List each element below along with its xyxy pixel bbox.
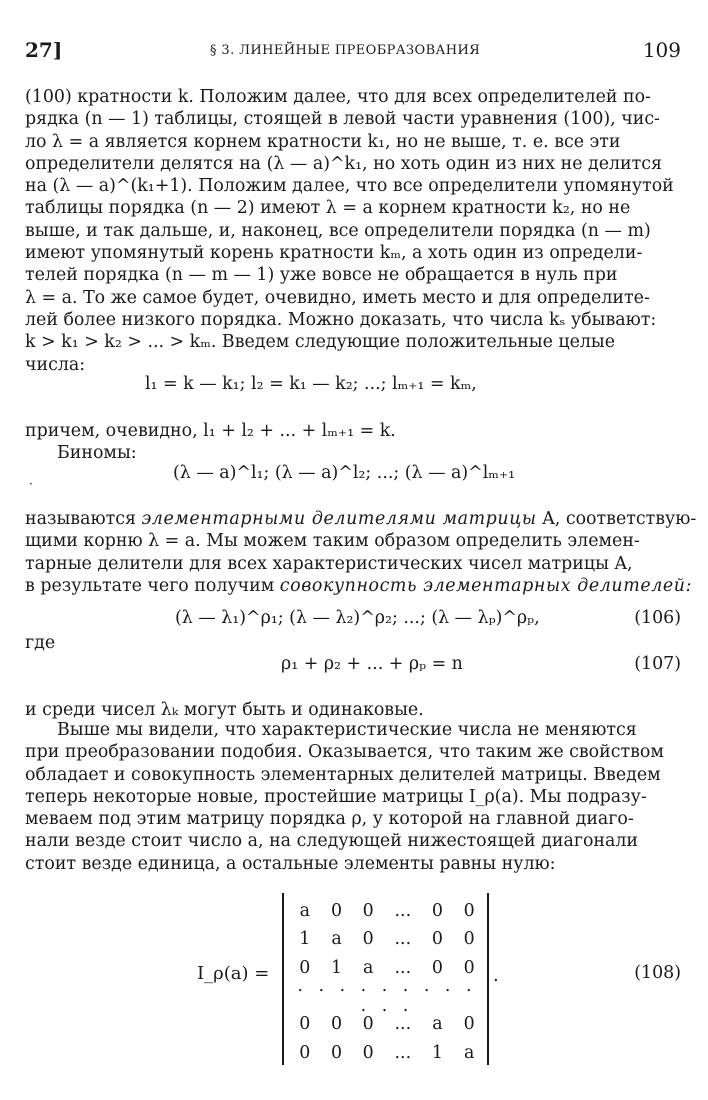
matrix-cell: 0 [463, 957, 475, 978]
equation-107: ρ₁ + ρ₂ + ... + ρₚ = n [281, 654, 463, 674]
matrix-cell: a [432, 1014, 443, 1035]
text-line: причем, очевидно, l₁ + l₂ + ... + lₘ₊₁ = k. [25, 421, 396, 441]
matrix-cell: 1 [431, 1042, 443, 1063]
paragraph-equal-roots [25, 699, 681, 721]
equation-l-definitions: l₁ = k — k₁; l₂ = k₁ — k₂; ...; lₘ₊₁ = kₘ, [145, 374, 477, 394]
stray-mark: · [29, 477, 33, 491]
matrix-cell: a [331, 929, 342, 950]
matrix-equation-108 [25, 893, 681, 1073]
matrix-cell: 0 [362, 929, 374, 950]
text-line: стоит везде единица, а остальные элементы равны нулю: [25, 853, 556, 874]
text-line: меваем под этим матрицу порядка ρ, у которой на главной диаго- [25, 809, 634, 830]
text-line: лей более низкого порядка. Можно доказать, что числа kₛ убывают: [25, 309, 657, 330]
equation-binoms: (λ — a)^l₁; (λ — a)^l₂; ...; (λ — a)^lₘ₊₁ [173, 463, 516, 483]
equation-number-108: (108) [634, 963, 681, 983]
text-line: тарные делители для всех характеристических чисел матрицы A, [25, 553, 633, 574]
text-line: имеют упомянутый корень кратности kₘ, а хоть один из определи- [25, 243, 643, 264]
text-line: ло λ = a является корнем кратности k₁, но не выше, т. е. все эти [25, 131, 621, 152]
matrix-cell: 0 [299, 957, 311, 978]
paragraph-sum [25, 420, 681, 442]
where-label [25, 632, 681, 654]
matrix-cell: 0 [362, 901, 374, 922]
text-span: называются [25, 509, 142, 529]
matrix-cell: 0 [463, 1014, 475, 1035]
matrix-cell: 0 [362, 1042, 374, 1063]
matrix-row [289, 1010, 485, 1038]
text-line [25, 575, 693, 597]
matrix-cell: a [299, 901, 311, 922]
matrix-cell: 0 [431, 957, 443, 978]
matrix-cell: 1 [330, 957, 343, 978]
matrix-cell: ... [394, 929, 412, 950]
matrix-period: . [493, 965, 499, 986]
matrix-cell: 0 [362, 1014, 374, 1035]
text-line: числа: [25, 354, 86, 375]
text-line: телей порядка (n — m — 1) уже вовсе не обращается в нуль при [25, 265, 618, 286]
text-line: определители делятся на (λ — a)^k₁, но хоть один из них не делится [25, 153, 662, 174]
term-elementary-divisors: элементарными делителями матрицы [141, 509, 537, 529]
paragraph-elementary-divisors [25, 508, 697, 597]
section-title: § 3. ЛИНЕЙНЫЕ ПРЕОБРАЗОВАНИЯ [210, 43, 481, 58]
determinant-bar-left [282, 893, 284, 1065]
text-line [25, 508, 697, 530]
text-line: при преобразовании подобия. Оказывается, что таким же свойством [25, 742, 664, 763]
matrix-cell: 0 [431, 901, 443, 922]
text-line: таблицы порядка (n — 2) имеют λ = a корнем кратности k₂, но не [25, 198, 631, 219]
matrix-cell: ... [394, 901, 412, 922]
matrix-cell: 0 [330, 1014, 343, 1035]
text-line: Биномы: [57, 443, 137, 463]
matrix-cell: 1 [299, 929, 311, 950]
matrix-cell: 0 [330, 901, 343, 922]
page-ref: 27] [25, 38, 63, 62]
text-line: теперь некоторые новые, простейшие матрицы I_ρ(a). Мы подразу- [25, 786, 647, 807]
text-line: λ = a. То же самое будет, очевидно, иметь место и для определите- [25, 287, 650, 308]
matrix-cell: 0 [299, 1042, 311, 1063]
matrix-cell: a [463, 1042, 475, 1063]
text-line: щими корню λ = a. Мы можем таким образом определить элемен- [25, 531, 640, 552]
matrix-label: I_ρ(a) = [197, 963, 270, 984]
matrix-grid [289, 897, 485, 1067]
text-line: где [25, 633, 56, 653]
matrix-cell: 0 [431, 929, 443, 950]
matrix-cell: ... [394, 957, 412, 978]
text-span: в результате чего получим [25, 575, 280, 596]
matrix-dots: . . . . . . . . . . . . [297, 976, 477, 1017]
matrix-dots-row [289, 976, 485, 1017]
term-divisor-set: совокупность элементарных делителей: [279, 575, 693, 596]
determinant-bar-right [487, 893, 489, 1065]
text-line: (100) кратности k. Положим далее, что для всех определителей по- [25, 87, 651, 107]
matrix-cell: ... [394, 1042, 412, 1063]
paragraph-multiplicity [25, 86, 681, 376]
paragraph-similarity [25, 719, 681, 875]
matrix-cell: 0 [463, 929, 475, 950]
equation-number-106: (106) [634, 608, 681, 628]
matrix-cell: 0 [299, 1014, 311, 1035]
text-line: на (λ — a)^(k₁+1). Положим далее, что все определители упомянутой [25, 176, 674, 197]
matrix-row [289, 1038, 485, 1066]
text-line: Выше мы видели, что характеристические числа не меняются [57, 720, 637, 740]
equation-106: (λ — λ₁)^ρ₁; (λ — λ₂)^ρ₂; ...; (λ — λₚ)^ρₚ, [175, 608, 540, 628]
text-line: нали везде стоит число a, на следующей нижестоящей диагонали [25, 831, 639, 852]
equation-number-107: (107) [634, 654, 681, 674]
text-line: k > k₁ > k₂ > ... > kₘ. Введем следующие положительные целые [25, 332, 616, 353]
running-header [25, 38, 681, 66]
matrix-row [289, 925, 485, 953]
page-number: 109 [642, 38, 681, 62]
matrix-row [289, 897, 485, 925]
text-line: выше, и так дальше, и, наконец, все определители порядка (n — m) [25, 220, 651, 241]
text-line: обладает и совокупность элементарных делителей матрицы. Введем [25, 764, 661, 785]
matrix-cell: ... [394, 1014, 412, 1035]
text-line: рядка (n — 1) таблицы, стоящей в левой части уравнения (100), чис- [25, 109, 660, 130]
matrix-cell: 0 [330, 1042, 343, 1063]
text-line: и среди чисел λₖ могут быть и одинаковые. [25, 700, 424, 720]
book-page [25, 0, 697, 1100]
matrix-cell: a [362, 957, 374, 978]
text-span: A, соответствую- [536, 509, 697, 529]
matrix-cell: 0 [463, 901, 475, 922]
paragraph-binoms-label [25, 442, 681, 464]
